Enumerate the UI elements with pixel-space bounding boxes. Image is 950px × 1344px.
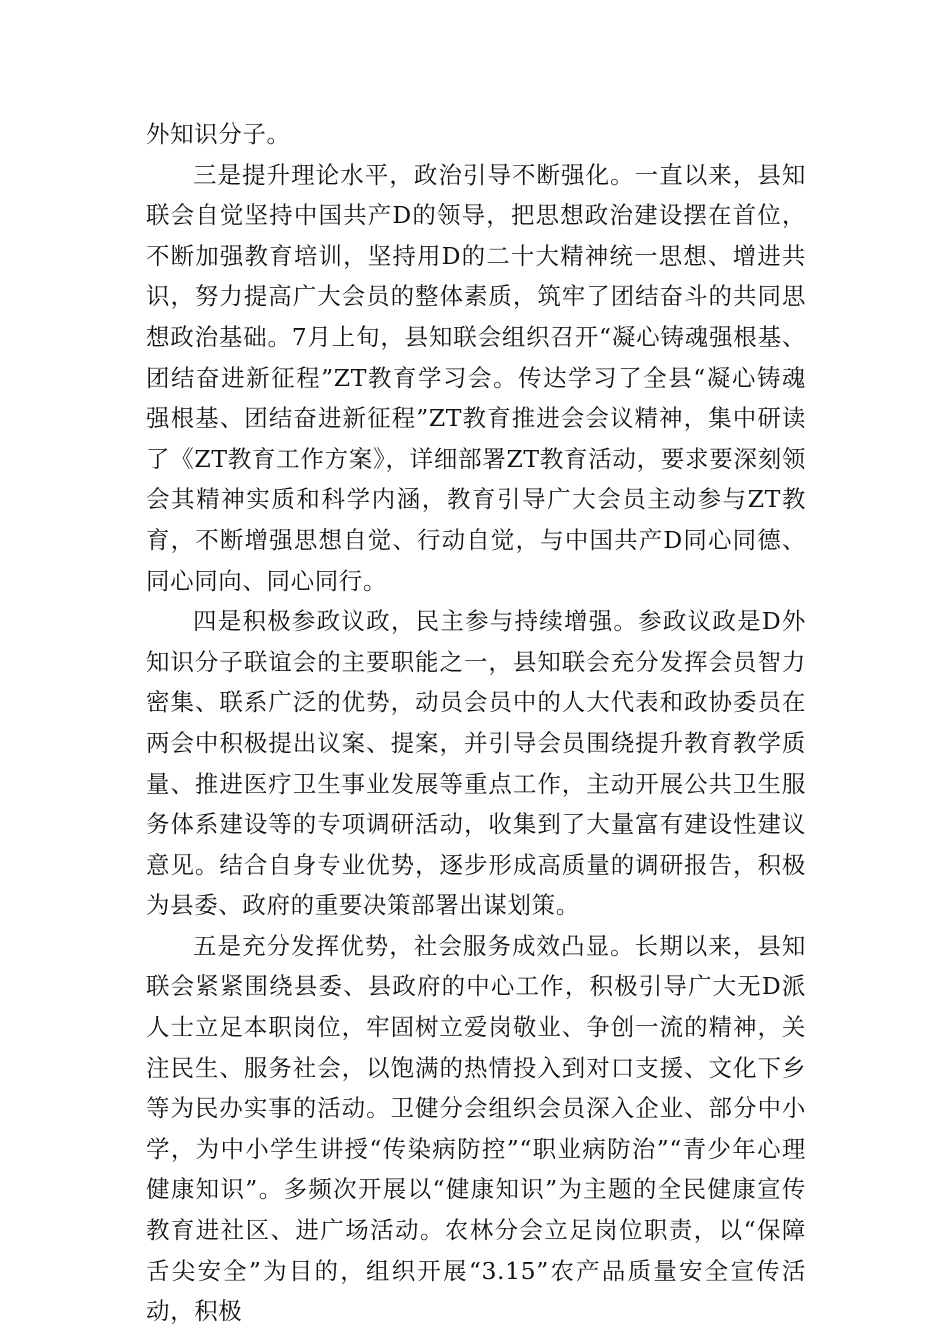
paragraph-social-service: 五是充分发挥优势，社会服务成效凸显。长期以来，县知联会紧紧围绕县委、县政府的中心工作，积极引导广大无D派人士立足本职岗位，牢固树立爱岗敬业、争创一流的精神，关注民生、服务社会，以饱满的热情投入到对口支援、文化下乡等为民办实事的活动。卫健分会组织会员深入企业、部分中小学，为中小学生讲授“传染病防控”“职业病防治”“青少年心理健康知识”。多频次开展以“健康知识”为主题的全民健康宣传教育进社区、进广场活动。农林分会立足岗位职责，以“保障舌尖安全”为目的，组织开展“3.15”农产品质量安全宣传活动，积极 <box>146 931 806 1326</box>
paragraph-continuation: 外知识分子。 <box>146 120 291 148</box>
paragraph-political-participation: 四是积极参政议政，民主参与持续增强。参政议政是D外知识分子联谊会的主要职能之一，县知联会充分发挥会员智力密集、联系广泛的优势，动员会员中的人大代表和政协委员在两会中积极提出议案、提案，并引导会员围绕提升教育教学质量、推进医疗卫生事业发展等重点工作，主动开展公共卫生服务体系建设等的专项调研活动，收集到了大量富有建设性建议意见。结合自身专业优势，逐步形成高质量的调研报告，积极为县委、政府的重要决策部署出谋划策。 <box>146 607 806 920</box>
paragraph-theory-level: 三是提升理论水平，政治引导不断强化。一直以来，县知联会自觉坚持中国共产D的领导，把思想政治建设摆在首位，不断加强教育培训，坚持用D的二十大精神统一思想、增进共识，努力提高广大会员的整体素质，筑牢了团结奋斗的共同思想政治基础。7月上旬，县知联会组织召开“凝心铸魂强根基、团结奋进新征程”ZT教育学习会。传达学习了全县“凝心铸魂强根基、团结奋进新征程”ZT教育推进会会议精神，集中研读了《ZT教育工作方案》，详细部署ZT教育活动，要求要深刻领会其精神实质和科学内涵，教育引导广大会员主动参与ZT教育，不断增强思想自觉、行动自觉，与中国共产D同心同德、同心同向、同心同行。 <box>146 160 806 595</box>
document-body <box>146 114 806 1332</box>
